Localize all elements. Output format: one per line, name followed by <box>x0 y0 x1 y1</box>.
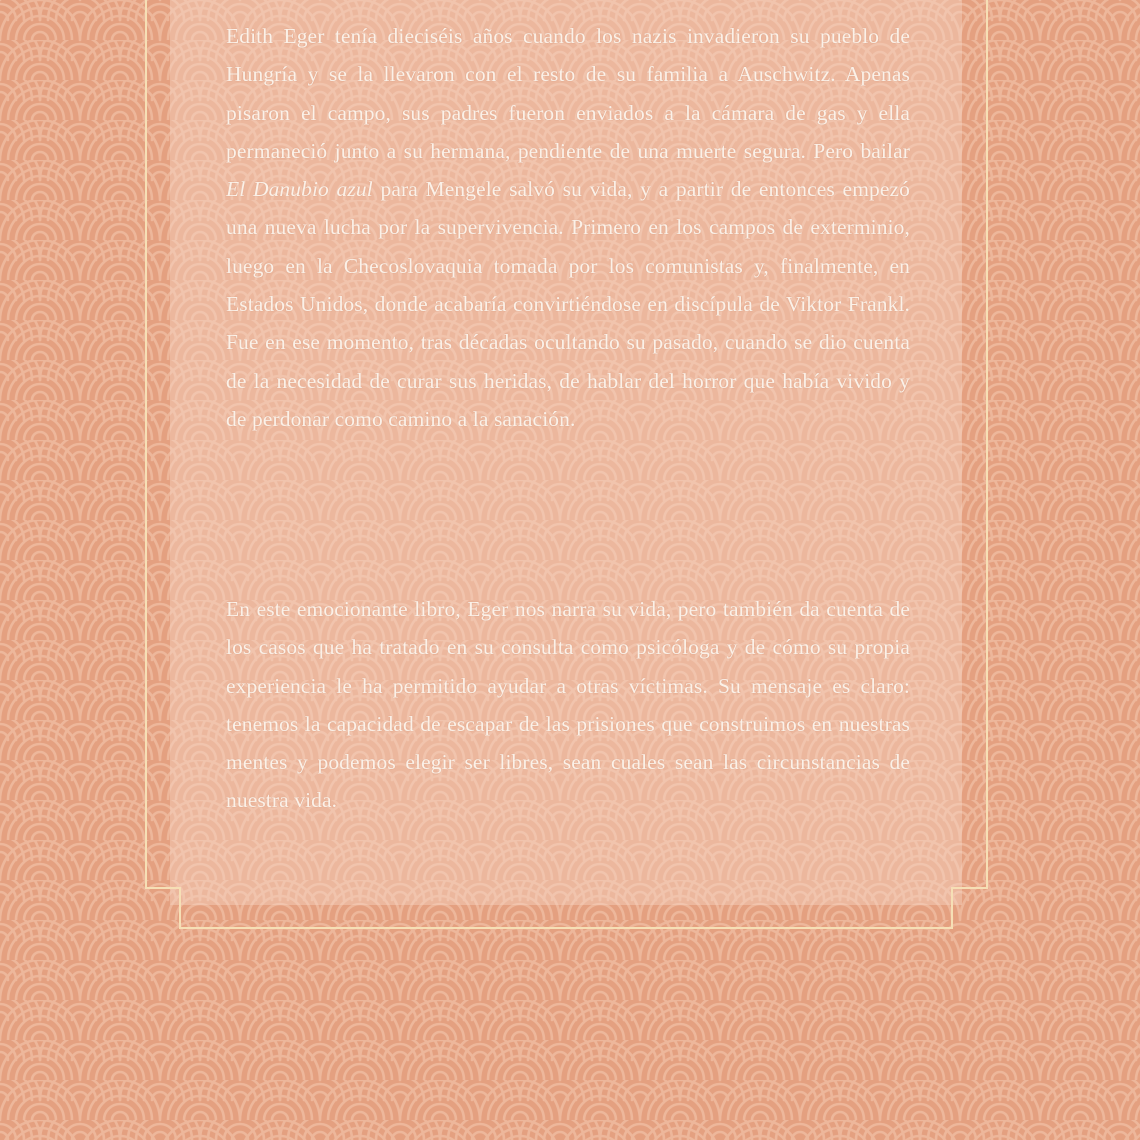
paragraph-1-text-start: Edith Eger tenía dieciséis años cuando los nazis invadieron su pueblo de Hungría y se la llevaron con el resto de su familia a Auschwitz. Apenas pisaron el campo, sus padres fueron enviados a la cámara de gas y ella permaneció junto a su hermana, pendiente de una muerte segura. Pero bailar <box>226 24 910 163</box>
description-paragraph-2 <box>226 590 910 820</box>
paragraph-1-text-end: para Mengele salvó su vida, y a partir de entonces empezó una nueva lucha por la supervivencia. Primero en los campos de exterminio, luego en la Checoslovaquia tomada por los comunistas y, finalmente, en Estados Unidos, donde acabaría convirtiéndose en discípula de Viktor Frankl. Fue en ese momento, tras décadas ocultando su pasado, cuando se dio cuenta de la necesidad de curar sus heridas, de hablar del horror que había vivido y de perdonar como camino a la sanación. <box>226 177 910 431</box>
paragraph-2-text: En este emocionante libro, Eger nos narra su vida, pero también da cuenta de los casos que ha tratado en su consulta como psicóloga y de cómo su propia experiencia le ha permitido ayudar a otras víctimas. Su mensaje es claro: tenemos la capacidad de escapar de las prisiones que construimos en nuestras mentes y podemos elegir ser libres, sean cuales sean las circunstancias de nuestra vida. <box>226 597 910 813</box>
description-paragraph-1 <box>226 17 910 438</box>
book-title-italic: El Danubio azul <box>226 177 373 202</box>
